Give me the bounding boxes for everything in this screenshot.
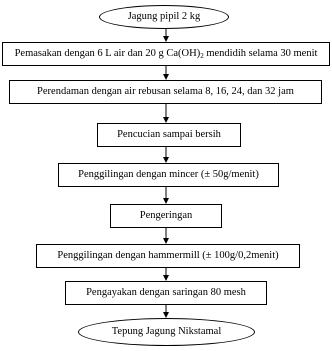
step-mincer-grinding-label: Penggilingan dengan mincer (± 50g/menit) bbox=[78, 168, 259, 180]
step-cooking-label: Pemasakan dengan 6 L air dan 20 g $Ca(OH)_2$ mendidih selama 30 menit bbox=[14, 47, 318, 60]
step-drying-label: Pengeringan bbox=[139, 209, 193, 221]
step-hammermill-grinding-label: Penggilingan dengan hammermill (± 100g/0,2menit) bbox=[57, 249, 279, 261]
end-label: Tepung Jagung Nikstamal bbox=[111, 325, 222, 337]
step-washing-label: Pencucian sampai bersih bbox=[117, 128, 221, 140]
step-sieving-label: Pengayakan dengan saringan 80 mesh bbox=[86, 286, 246, 298]
step-soaking-label: Perendaman dengan air rebusan selama 8, 16, 24, dan 32 jam bbox=[37, 85, 294, 97]
start-label: Jagung pipil 2 kg bbox=[127, 10, 201, 22]
